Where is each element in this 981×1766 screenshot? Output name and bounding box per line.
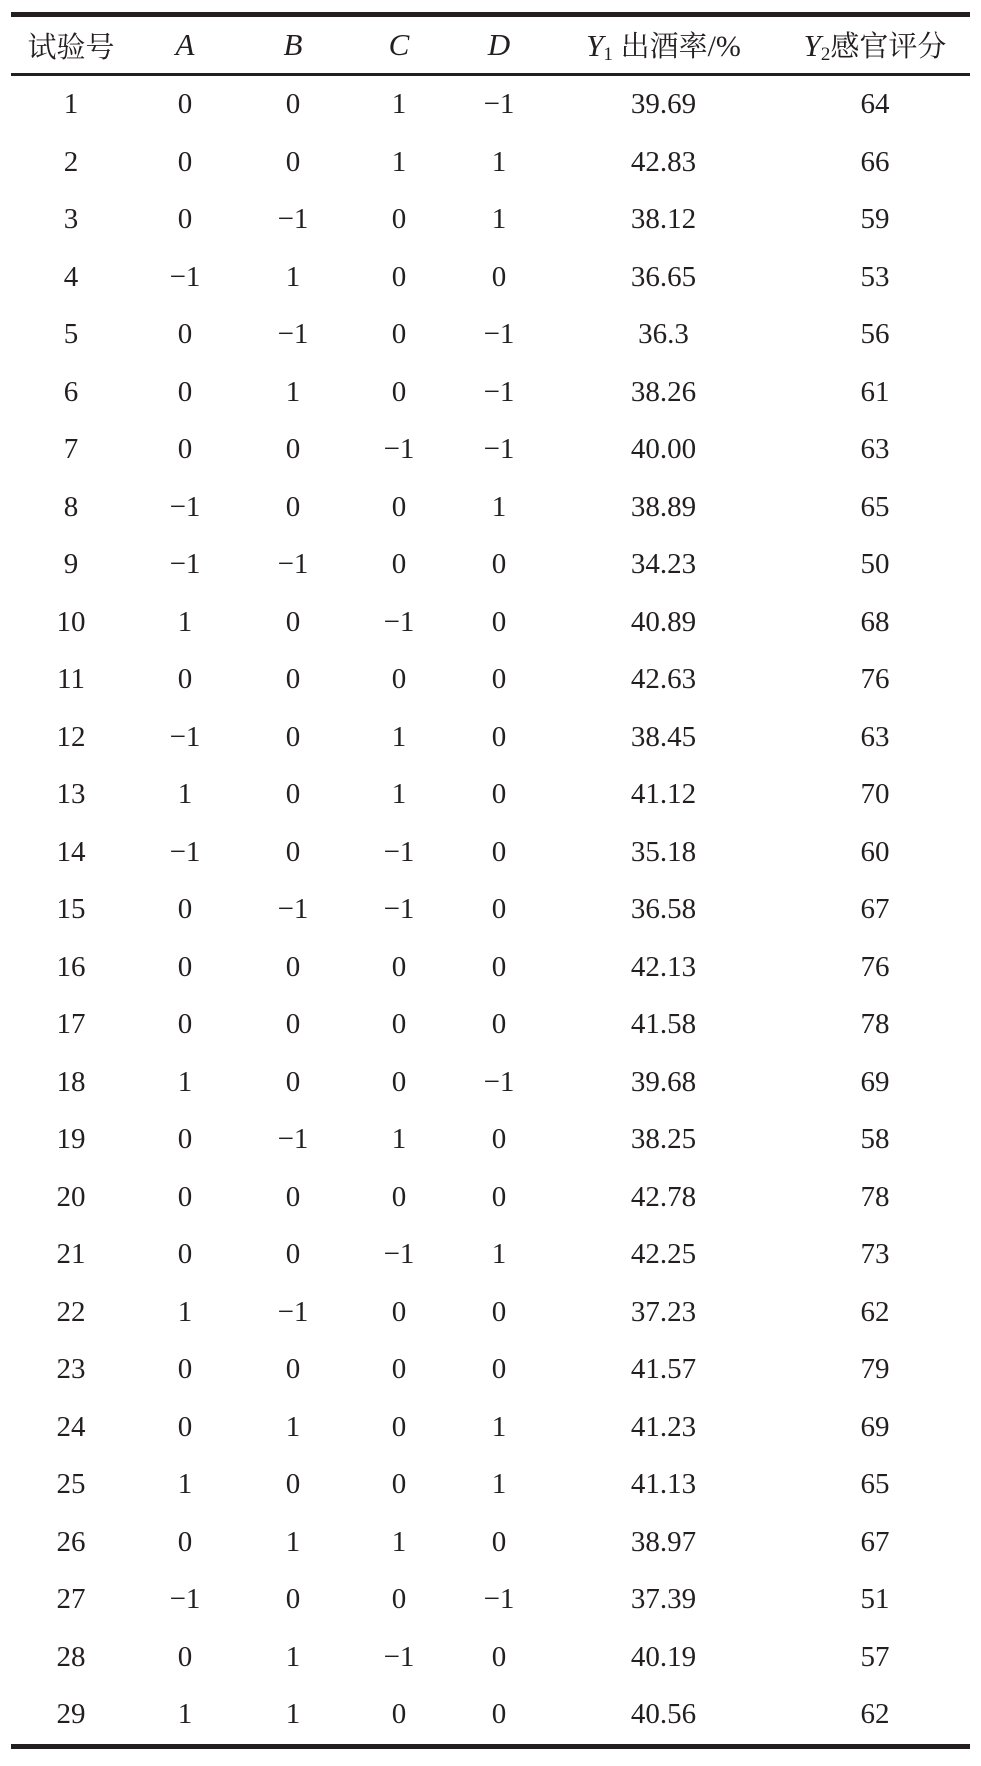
cell-y2-score: 63 xyxy=(860,433,890,466)
table-row xyxy=(11,1054,970,1112)
cell-trial: 2 xyxy=(63,145,79,178)
cell-y1-yield: 36.58 xyxy=(630,893,697,926)
cell-trial: 20 xyxy=(56,1180,86,1213)
cell-factor-a: 0 xyxy=(177,1410,193,1443)
cell-y2-score: 62 xyxy=(860,1295,890,1328)
cell-factor-a: 0 xyxy=(177,1180,193,1213)
cell-trial: 23 xyxy=(56,1353,86,1386)
cell-trial: 13 xyxy=(56,778,86,811)
cell-factor-d: 0 xyxy=(491,950,507,983)
cell-factor-c: 0 xyxy=(391,1295,407,1328)
cell-factor-c: 0 xyxy=(391,318,407,351)
cell-factor-d: 0 xyxy=(491,1525,507,1558)
cell-factor-d: 0 xyxy=(491,1123,507,1156)
cell-trial: 9 xyxy=(63,548,79,581)
cell-factor-c: 1 xyxy=(391,1525,407,1558)
table-row xyxy=(11,1226,970,1284)
cell-factor-d: 1 xyxy=(491,145,507,178)
cell-factor-b: 1 xyxy=(285,1640,301,1673)
header-row xyxy=(11,17,970,73)
cell-factor-c: 0 xyxy=(391,1410,407,1443)
cell-factor-d: 1 xyxy=(491,203,507,236)
cell-trial: 7 xyxy=(63,433,79,466)
table-row xyxy=(11,191,970,249)
cell-y1-yield: 35.18 xyxy=(630,835,697,868)
cell-factor-a: 1 xyxy=(177,1468,193,1501)
cell-trial: 4 xyxy=(63,260,79,293)
cell-y1-yield: 38.89 xyxy=(630,490,697,523)
cell-y1-yield: 42.13 xyxy=(630,950,697,983)
cell-trial: 16 xyxy=(56,950,86,983)
cell-factor-d: 1 xyxy=(491,1410,507,1443)
cell-y1-yield: 42.78 xyxy=(630,1180,697,1213)
cell-y2-score: 76 xyxy=(860,950,890,983)
cell-trial: 25 xyxy=(56,1468,86,1501)
cell-factor-b: −1 xyxy=(277,318,309,351)
table-row xyxy=(11,651,970,709)
cell-trial: 14 xyxy=(56,835,86,868)
cell-y2-score: 69 xyxy=(860,1410,890,1443)
table-row xyxy=(11,1571,970,1629)
cell-factor-d: −1 xyxy=(483,318,515,351)
cell-factor-a: −1 xyxy=(169,720,201,753)
header-factor-b: B xyxy=(283,27,303,62)
cell-factor-c: 0 xyxy=(391,490,407,523)
cell-factor-b: 0 xyxy=(285,490,301,523)
cell-trial: 21 xyxy=(56,1238,86,1271)
table-row xyxy=(11,709,970,767)
cell-y1-yield: 41.23 xyxy=(630,1410,697,1443)
cell-y1-yield: 39.69 xyxy=(630,88,697,121)
cell-y1-yield: 34.23 xyxy=(630,548,697,581)
cell-factor-b: 0 xyxy=(285,950,301,983)
cell-y2-score: 60 xyxy=(860,835,890,868)
cell-factor-c: −1 xyxy=(383,835,415,868)
cell-trial: 18 xyxy=(56,1065,86,1098)
cell-y2-score: 50 xyxy=(860,548,890,581)
cell-y1-yield: 38.26 xyxy=(630,375,697,408)
cell-y1-yield: 38.97 xyxy=(630,1525,697,1558)
data-table xyxy=(11,17,970,73)
cell-factor-d: 0 xyxy=(491,835,507,868)
cell-factor-a: −1 xyxy=(169,490,201,523)
cell-y2-score: 63 xyxy=(860,720,890,753)
table-row xyxy=(11,249,970,307)
cell-factor-a: 0 xyxy=(177,950,193,983)
cell-factor-d: −1 xyxy=(483,1583,515,1616)
cell-factor-c: −1 xyxy=(383,433,415,466)
cell-factor-b: 0 xyxy=(285,145,301,178)
cell-y1-yield: 40.19 xyxy=(630,1640,697,1673)
header-factor-c: C xyxy=(388,27,410,62)
cell-y1-yield: 41.58 xyxy=(630,1008,697,1041)
cell-factor-a: 0 xyxy=(177,88,193,121)
table-row xyxy=(11,1456,970,1514)
cell-factor-c: −1 xyxy=(383,1640,415,1673)
cell-factor-b: −1 xyxy=(277,548,309,581)
cell-factor-d: −1 xyxy=(483,1065,515,1098)
header-y2-subscript: 2 xyxy=(820,44,831,65)
cell-factor-b: 0 xyxy=(285,88,301,121)
cell-y1-yield: 39.68 xyxy=(630,1065,697,1098)
cell-factor-c: 1 xyxy=(391,778,407,811)
cell-trial: 24 xyxy=(56,1410,86,1443)
cell-y1-yield: 37.23 xyxy=(630,1295,697,1328)
cell-factor-a: 0 xyxy=(177,1123,193,1156)
table-row xyxy=(11,594,970,652)
cell-y1-yield: 41.12 xyxy=(630,778,697,811)
cell-y2-score: 59 xyxy=(860,203,890,236)
cell-y1-yield: 42.25 xyxy=(630,1238,697,1271)
cell-factor-a: 1 xyxy=(177,1698,193,1731)
cell-y1-yield: 38.25 xyxy=(630,1123,697,1156)
cell-y1-yield: 40.00 xyxy=(630,433,697,466)
cell-y2-score: 67 xyxy=(860,893,890,926)
cell-y2-score: 69 xyxy=(860,1065,890,1098)
cell-factor-d: 0 xyxy=(491,1698,507,1731)
cell-factor-d: 0 xyxy=(491,778,507,811)
table-row xyxy=(11,1284,970,1342)
header-y1 xyxy=(547,17,780,73)
cell-factor-d: 0 xyxy=(491,1353,507,1386)
cell-factor-c: 1 xyxy=(391,1123,407,1156)
cell-y2-score: 73 xyxy=(860,1238,890,1271)
table-row xyxy=(11,939,970,997)
cell-factor-c: 0 xyxy=(391,950,407,983)
cell-y2-score: 78 xyxy=(860,1008,890,1041)
table-row xyxy=(11,134,970,192)
cell-factor-c: 0 xyxy=(391,1065,407,1098)
cell-factor-d: 1 xyxy=(491,490,507,523)
table-row xyxy=(11,306,970,364)
cell-factor-a: 1 xyxy=(177,1295,193,1328)
cell-factor-d: −1 xyxy=(483,433,515,466)
cell-factor-b: 0 xyxy=(285,1583,301,1616)
cell-y2-score: 78 xyxy=(860,1180,890,1213)
cell-factor-b: 0 xyxy=(285,720,301,753)
cell-factor-b: 0 xyxy=(285,835,301,868)
cell-factor-d: 0 xyxy=(491,893,507,926)
cell-y1-yield: 42.63 xyxy=(630,663,697,696)
cell-factor-a: 0 xyxy=(177,433,193,466)
cell-factor-a: 1 xyxy=(177,778,193,811)
cell-factor-b: 1 xyxy=(285,1525,301,1558)
cell-y2-score: 68 xyxy=(860,605,890,638)
cell-factor-d: 0 xyxy=(491,260,507,293)
cell-trial: 29 xyxy=(56,1698,86,1731)
cell-factor-c: 1 xyxy=(391,720,407,753)
cell-factor-a: −1 xyxy=(169,260,201,293)
table-row xyxy=(11,1169,970,1227)
cell-factor-a: 0 xyxy=(177,893,193,926)
cell-factor-b: −1 xyxy=(277,203,309,236)
cell-factor-a: 0 xyxy=(177,1238,193,1271)
header-y2-symbol: Y xyxy=(803,28,821,63)
cell-factor-c: 0 xyxy=(391,1008,407,1041)
cell-factor-d: 0 xyxy=(491,548,507,581)
cell-factor-a: 0 xyxy=(177,663,193,696)
cell-factor-d: 0 xyxy=(491,1295,507,1328)
cell-factor-d: −1 xyxy=(483,88,515,121)
cell-factor-a: 0 xyxy=(177,1640,193,1673)
cell-factor-c: 0 xyxy=(391,1698,407,1731)
cell-y1-yield: 42.83 xyxy=(630,145,697,178)
table-row xyxy=(11,824,970,882)
cell-y2-score: 70 xyxy=(860,778,890,811)
cell-y2-score: 76 xyxy=(860,663,890,696)
cell-factor-c: −1 xyxy=(383,1238,415,1271)
cell-factor-a: 0 xyxy=(177,203,193,236)
cell-factor-c: −1 xyxy=(383,893,415,926)
table-row xyxy=(11,1399,970,1457)
cell-y2-score: 53 xyxy=(860,260,890,293)
cell-y2-score: 61 xyxy=(860,375,890,408)
cell-factor-c: 0 xyxy=(391,1468,407,1501)
table-body xyxy=(11,76,970,1744)
cell-trial: 26 xyxy=(56,1525,86,1558)
cell-trial: 19 xyxy=(56,1123,86,1156)
cell-trial: 22 xyxy=(56,1295,86,1328)
header-y1-unit: /% xyxy=(707,30,741,63)
cell-factor-d: 0 xyxy=(491,663,507,696)
cell-factor-d: 1 xyxy=(491,1238,507,1271)
header-trial xyxy=(11,17,131,73)
header-factor-a: A xyxy=(175,27,195,62)
cell-trial: 28 xyxy=(56,1640,86,1673)
table-row xyxy=(11,479,970,537)
table-bottom-rule xyxy=(11,1744,970,1749)
cell-factor-d: 0 xyxy=(491,1008,507,1041)
table-row xyxy=(11,364,970,422)
table-row xyxy=(11,536,970,594)
cell-factor-c: 0 xyxy=(391,1180,407,1213)
cell-factor-b: 0 xyxy=(285,1065,301,1098)
cell-factor-d: −1 xyxy=(483,375,515,408)
cell-factor-c: −1 xyxy=(383,605,415,638)
cell-trial: 12 xyxy=(56,720,86,753)
cell-trial: 17 xyxy=(56,1008,86,1041)
cell-factor-c: 1 xyxy=(391,88,407,121)
table-row xyxy=(11,76,970,134)
cell-factor-b: 1 xyxy=(285,1698,301,1731)
experiment-table xyxy=(11,12,970,1749)
cell-factor-c: 0 xyxy=(391,548,407,581)
cell-y2-score: 67 xyxy=(860,1525,890,1558)
cell-factor-c: 0 xyxy=(391,375,407,408)
cell-y2-score: 64 xyxy=(860,88,890,121)
cell-factor-b: 0 xyxy=(285,778,301,811)
header-y2 xyxy=(780,17,970,73)
cell-factor-a: 1 xyxy=(177,1065,193,1098)
table-row xyxy=(11,1111,970,1169)
cell-factor-d: 0 xyxy=(491,605,507,638)
cell-factor-b: 1 xyxy=(285,260,301,293)
table-row xyxy=(11,421,970,479)
cell-y1-yield: 41.57 xyxy=(630,1353,697,1386)
cell-y1-yield: 41.13 xyxy=(630,1468,697,1501)
cell-factor-b: −1 xyxy=(277,1295,309,1328)
cell-factor-a: −1 xyxy=(169,548,201,581)
cell-factor-b: 0 xyxy=(285,605,301,638)
cell-y2-score: 62 xyxy=(860,1698,890,1731)
cell-y2-score: 57 xyxy=(860,1640,890,1673)
cell-factor-a: 0 xyxy=(177,145,193,178)
header-y2-label: 感官评分 xyxy=(830,29,947,63)
cell-y2-score: 58 xyxy=(860,1123,890,1156)
cell-factor-d: 0 xyxy=(491,720,507,753)
cell-trial: 5 xyxy=(63,318,79,351)
table-row xyxy=(11,881,970,939)
cell-y2-score: 79 xyxy=(860,1353,890,1386)
cell-y1-yield: 36.65 xyxy=(630,260,697,293)
cell-y1-yield: 38.12 xyxy=(630,203,697,236)
header-factor-d: D xyxy=(487,27,511,62)
cell-trial: 10 xyxy=(56,605,86,638)
cell-factor-c: 0 xyxy=(391,1583,407,1616)
cell-factor-a: 0 xyxy=(177,1353,193,1386)
cell-factor-a: −1 xyxy=(169,1583,201,1616)
cell-trial: 11 xyxy=(57,663,85,696)
cell-factor-b: 0 xyxy=(285,1008,301,1041)
cell-factor-b: 0 xyxy=(285,663,301,696)
table-row xyxy=(11,996,970,1054)
cell-trial: 6 xyxy=(63,375,79,408)
cell-factor-b: 0 xyxy=(285,433,301,466)
cell-factor-c: 0 xyxy=(391,1353,407,1386)
header-y1-subscript: 1 xyxy=(603,44,613,65)
cell-factor-b: 1 xyxy=(285,375,301,408)
cell-factor-c: 0 xyxy=(391,260,407,293)
table-row xyxy=(11,1629,970,1687)
cell-factor-b: 0 xyxy=(285,1468,301,1501)
table-row xyxy=(11,1514,970,1572)
cell-factor-a: 0 xyxy=(177,1525,193,1558)
cell-factor-b: 0 xyxy=(285,1180,301,1213)
data-table-body xyxy=(11,76,970,1744)
cell-y2-score: 65 xyxy=(860,490,890,523)
cell-trial: 27 xyxy=(56,1583,86,1616)
cell-factor-b: 0 xyxy=(285,1238,301,1271)
cell-factor-b: 1 xyxy=(285,1410,301,1443)
table-row xyxy=(11,766,970,824)
table-row xyxy=(11,1686,970,1744)
cell-factor-d: 0 xyxy=(491,1180,507,1213)
cell-y2-score: 56 xyxy=(860,318,890,351)
cell-trial: 1 xyxy=(63,88,79,121)
cell-factor-b: 0 xyxy=(285,1353,301,1386)
cell-trial: 3 xyxy=(63,203,79,236)
header-trial-label: 试验号 xyxy=(27,29,115,64)
table-row xyxy=(11,1341,970,1399)
cell-factor-a: 1 xyxy=(177,605,193,638)
cell-factor-a: 0 xyxy=(177,318,193,351)
cell-y1-yield: 38.45 xyxy=(630,720,697,753)
cell-factor-d: 1 xyxy=(491,1468,507,1501)
cell-factor-a: 0 xyxy=(177,375,193,408)
cell-y2-score: 65 xyxy=(860,1468,890,1501)
cell-factor-b: −1 xyxy=(277,1123,309,1156)
cell-y2-score: 66 xyxy=(860,145,890,178)
cell-factor-c: 1 xyxy=(391,145,407,178)
cell-factor-d: 0 xyxy=(491,1640,507,1673)
table-header xyxy=(11,17,970,73)
cell-trial: 8 xyxy=(63,490,79,523)
cell-factor-a: −1 xyxy=(169,835,201,868)
cell-trial: 15 xyxy=(56,893,86,926)
cell-factor-c: 0 xyxy=(391,663,407,696)
cell-y2-score: 51 xyxy=(860,1583,890,1616)
cell-y1-yield: 40.56 xyxy=(630,1698,697,1731)
cell-y1-yield: 37.39 xyxy=(630,1583,697,1616)
cell-factor-c: 0 xyxy=(391,203,407,236)
cell-y1-yield: 36.3 xyxy=(638,318,689,351)
header-y1-label: 出酒率 xyxy=(620,29,708,63)
cell-factor-a: 0 xyxy=(177,1008,193,1041)
header-y1-symbol: Y xyxy=(586,28,604,63)
cell-y1-yield: 40.89 xyxy=(630,605,697,638)
cell-factor-b: −1 xyxy=(277,893,309,926)
